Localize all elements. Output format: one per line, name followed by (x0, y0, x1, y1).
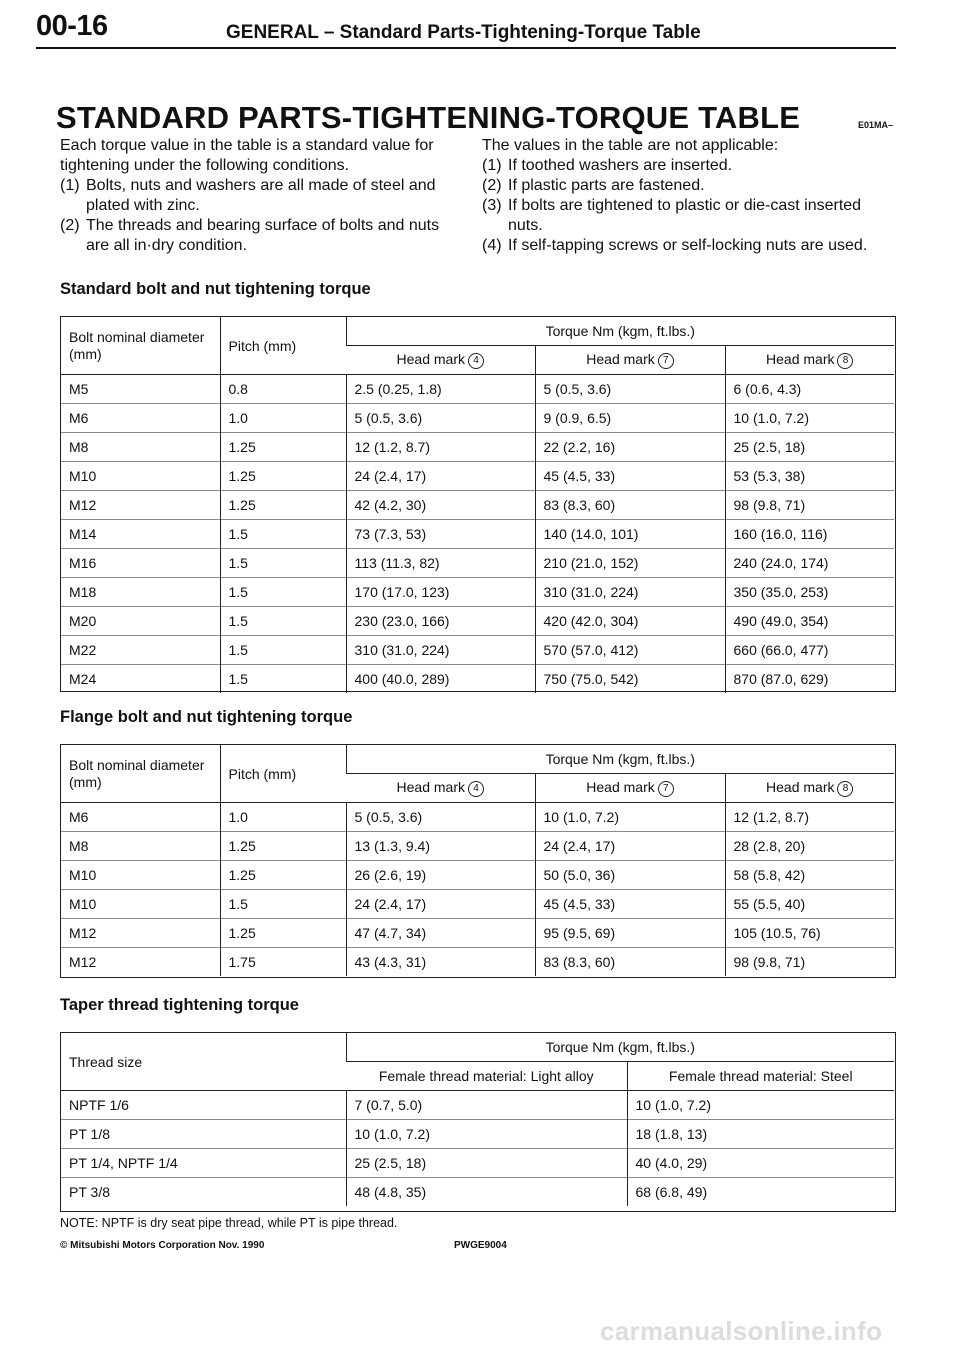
table-cell: M14 (61, 520, 220, 549)
table-cell: M12 (61, 919, 220, 948)
table-row (61, 890, 894, 919)
head-mark-circle-icon: 8 (837, 781, 853, 797)
list-text: If bolts are tightened to plastic or die-cast inserted nuts. (508, 197, 862, 234)
table-row (61, 578, 894, 607)
intro-right-list (482, 156, 882, 256)
table-row (61, 462, 894, 491)
list-text: If toothed washers are inserted. (508, 157, 733, 174)
intro-right (482, 136, 882, 256)
head-mark-circle-icon: 7 (658, 353, 674, 369)
table-cell: 5 (0.5, 3.6) (346, 803, 535, 832)
section-heading-standard: Standard bolt and nut tightening torque (60, 280, 371, 298)
table-cell: 1.5 (220, 549, 346, 578)
table-cell: M8 (61, 433, 220, 462)
table-cell: 13 (1.3, 9.4) (346, 832, 535, 861)
table-cell: 43 (4.3, 31) (346, 948, 535, 977)
page-number: 00-16 (36, 10, 108, 42)
table-cell: 83 (8.3, 60) (535, 491, 725, 520)
table-row (61, 1149, 894, 1178)
col-header-diameter: Bolt nominal diameter (mm) (69, 328, 205, 362)
table-cell: M12 (61, 948, 220, 977)
table-row (61, 832, 894, 861)
intro-left-list (60, 176, 460, 256)
table-cell: 1.0 (220, 803, 346, 832)
table-cell: 1.5 (220, 578, 346, 607)
table-row (61, 549, 894, 578)
table-cell: M6 (61, 404, 220, 433)
table-row (61, 520, 894, 549)
table-cell: 48 (4.8, 35) (346, 1178, 627, 1207)
table-cell: 310 (31.0, 224) (346, 636, 535, 665)
table-cell: 310 (31.0, 224) (535, 578, 725, 607)
table-cell: 240 (24.0, 174) (725, 549, 894, 578)
table-cell: 95 (9.5, 69) (535, 919, 725, 948)
table-cell: 24 (2.4, 17) (346, 890, 535, 919)
table-row (61, 861, 894, 890)
table-cell: 1.25 (220, 462, 346, 491)
list-number: (2) (482, 177, 502, 194)
table-cell: M20 (61, 607, 220, 636)
head-mark-circle-icon: 4 (468, 353, 484, 369)
table-cell: 350 (35.0, 253) (725, 578, 894, 607)
list-number: (4) (482, 237, 502, 254)
col-header-torque: Torque Nm (kgm, ft.lbs.) (346, 1033, 894, 1062)
table-cell: 230 (23.0, 166) (346, 607, 535, 636)
col-header-thread-size: Thread size (69, 1053, 143, 1070)
head-mark-label: Head mark (396, 779, 465, 796)
table-cell: 12 (1.2, 8.7) (725, 803, 894, 832)
table-cell: 10 (1.0, 7.2) (535, 803, 725, 832)
table-cell: 25 (2.5, 18) (725, 433, 894, 462)
table-cell: 24 (2.4, 17) (535, 832, 725, 861)
intro-left-paragraph: Each torque value in the table is a standard value for tightening under the following conditions. (60, 137, 434, 174)
list-number: (1) (60, 177, 80, 194)
list-number: (2) (60, 217, 80, 234)
table-cell: 40 (4.0, 29) (627, 1149, 894, 1178)
table-row (61, 1091, 894, 1120)
table-cell: 1.5 (220, 665, 346, 694)
header-title: GENERAL – Standard Parts-Tightening-Torque Table (226, 22, 701, 43)
table-cell: 1.25 (220, 832, 346, 861)
table-cell: M10 (61, 861, 220, 890)
table-cell: 73 (7.3, 53) (346, 520, 535, 549)
table-cell: 28 (2.8, 20) (725, 832, 894, 861)
table-cell: 47 (4.7, 34) (346, 919, 535, 948)
list-item (482, 196, 882, 236)
col-header-head-mark-8 (725, 346, 894, 375)
table-cell: 10 (1.0, 7.2) (627, 1091, 894, 1120)
list-text: If plastic parts are fastened. (508, 177, 705, 194)
table-cell: 1.5 (220, 890, 346, 919)
table-cell: 0.8 (220, 375, 346, 404)
head-mark-label: Head mark (586, 351, 655, 368)
col-header-head-mark-8 (725, 774, 894, 803)
table-cell: 6 (0.6, 4.3) (725, 375, 894, 404)
table-cell: 55 (5.5, 40) (725, 890, 894, 919)
table-cell: 105 (10.5, 76) (725, 919, 894, 948)
table-cell: NPTF 1/6 (69, 1097, 129, 1113)
header-rule (36, 47, 896, 49)
list-number: (3) (482, 197, 502, 214)
table-cell: 160 (16.0, 116) (725, 520, 894, 549)
flange-bolt-table-body (61, 803, 894, 977)
intro-left (60, 136, 460, 256)
table-cell: 68 (6.8, 49) (627, 1178, 894, 1207)
table-cell: 42 (4.2, 30) (346, 491, 535, 520)
standard-bolt-table (61, 317, 894, 693)
col-header-head-mark-4 (346, 774, 535, 803)
head-mark-label: Head mark (766, 779, 835, 796)
list-text: If self-tapping screws or self-locking nuts are used. (508, 237, 868, 254)
table-cell: 1.25 (220, 433, 346, 462)
table-row (61, 404, 894, 433)
table-row (61, 636, 894, 665)
table-cell: 98 (9.8, 71) (725, 491, 894, 520)
table-cell: 1.0 (220, 404, 346, 433)
col-header-pitch: Pitch (mm) (220, 317, 346, 375)
col-header-torque: Torque Nm (kgm, ft.lbs.) (346, 745, 894, 774)
table-header-row (61, 745, 894, 774)
table-cell: M10 (61, 462, 220, 491)
table-cell: 7 (0.7, 5.0) (346, 1091, 627, 1120)
section-heading-flange: Flange bolt and nut tightening torque (60, 708, 353, 726)
table-cell: 10 (1.0, 7.2) (725, 404, 894, 433)
watermark: carmanualsonline.info (600, 1316, 883, 1346)
list-item (60, 216, 460, 256)
table-cell: 490 (49.0, 354) (725, 607, 894, 636)
standard-bolt-table-body (61, 375, 894, 694)
table-cell: 83 (8.3, 60) (535, 948, 725, 977)
list-text: The threads and bearing surface of bolts and nuts are all in·dry condition. (86, 217, 440, 254)
table-cell: M18 (61, 578, 220, 607)
section-heading-taper: Taper thread tightening torque (60, 996, 299, 1014)
table-cell: 18 (1.8, 13) (627, 1120, 894, 1149)
list-item (60, 176, 460, 216)
table-cell: 5 (0.5, 3.6) (535, 375, 725, 404)
table-cell: 24 (2.4, 17) (346, 462, 535, 491)
table-cell: 400 (40.0, 289) (346, 665, 535, 694)
table-cell: 1.5 (220, 607, 346, 636)
col-header-torque: Torque Nm (kgm, ft.lbs.) (346, 317, 894, 346)
table-cell: 58 (5.8, 42) (725, 861, 894, 890)
taper-thread-table (61, 1033, 894, 1206)
table-cell: 570 (57.0, 412) (535, 636, 725, 665)
note-text: NOTE: NPTF is dry seat pipe thread, while PT is pipe thread. (60, 1216, 398, 1230)
head-mark-circle-icon: 4 (468, 781, 484, 797)
table-row (61, 919, 894, 948)
footer-code: PWGE9004 (454, 1240, 507, 1251)
table-cell: 870 (87.0, 629) (725, 665, 894, 694)
table-row (61, 665, 894, 694)
table-cell: 2.5 (0.25, 1.8) (346, 375, 535, 404)
standard-bolt-table-frame (60, 316, 896, 692)
table-row (61, 948, 894, 977)
table-header-row (61, 317, 894, 346)
table-row (61, 1120, 894, 1149)
table-cell: M6 (69, 809, 89, 825)
head-mark-label: Head mark (766, 351, 835, 368)
table-cell: 1.5 (220, 520, 346, 549)
list-item (482, 176, 882, 196)
table-cell: PT 3/8 (61, 1178, 346, 1207)
table-cell: PT 1/4, NPTF 1/4 (61, 1149, 346, 1178)
col-header-head-mark-4 (346, 346, 535, 375)
flange-bolt-table (61, 745, 894, 976)
table-cell: 113 (11.3, 82) (346, 549, 535, 578)
copyright: © Mitsubishi Motors Corporation Nov. 1990 (60, 1240, 265, 1251)
table-row (61, 491, 894, 520)
head-mark-circle-icon: 8 (837, 353, 853, 369)
table-cell: 45 (4.5, 33) (535, 890, 725, 919)
list-item (482, 236, 882, 256)
table-cell: 140 (14.0, 101) (535, 520, 725, 549)
col-header-light-alloy: Female thread material: Light alloy (346, 1062, 627, 1091)
table-cell: 5 (0.5, 3.6) (346, 404, 535, 433)
table-row (61, 433, 894, 462)
col-header-steel: Female thread material: Steel (627, 1062, 894, 1091)
table-cell: 9 (0.9, 6.5) (535, 404, 725, 433)
table-cell: M22 (61, 636, 220, 665)
table-row (61, 607, 894, 636)
intro-right-paragraph: The values in the table are not applicable: (482, 137, 779, 154)
table-cell: 98 (9.8, 71) (725, 948, 894, 977)
table-cell: M8 (61, 832, 220, 861)
table-cell: 10 (1.0, 7.2) (346, 1120, 627, 1149)
table-cell: M12 (61, 491, 220, 520)
col-header-head-mark-7 (535, 774, 725, 803)
col-header-pitch: Pitch (mm) (220, 745, 346, 803)
col-header-head-mark-7 (535, 346, 725, 375)
section-code: E01MA– (858, 120, 894, 130)
table-cell: 1.5 (220, 636, 346, 665)
table-cell: M10 (61, 890, 220, 919)
taper-thread-table-frame (60, 1032, 896, 1212)
table-row (61, 1178, 894, 1207)
table-cell: 25 (2.5, 18) (346, 1149, 627, 1178)
list-text: Bolts, nuts and washers are all made of steel and plated with zinc. (86, 177, 436, 214)
taper-thread-table-body (61, 1091, 894, 1207)
table-cell: 1.25 (220, 861, 346, 890)
table-cell: 50 (5.0, 36) (535, 861, 725, 890)
table-cell: M24 (61, 665, 220, 694)
list-item (482, 156, 882, 176)
table-row (61, 803, 894, 832)
flange-bolt-table-frame (60, 744, 896, 978)
table-cell: 53 (5.3, 38) (725, 462, 894, 491)
col-header-diameter: Bolt nominal diameter (mm) (69, 756, 205, 790)
table-cell: M5 (69, 381, 89, 397)
table-cell: M16 (61, 549, 220, 578)
table-cell: 420 (42.0, 304) (535, 607, 725, 636)
table-cell: 12 (1.2, 8.7) (346, 433, 535, 462)
table-cell: PT 1/8 (61, 1120, 346, 1149)
table-cell: 660 (66.0, 477) (725, 636, 894, 665)
table-cell: 1.25 (220, 491, 346, 520)
table-cell: 22 (2.2, 16) (535, 433, 725, 462)
head-mark-circle-icon: 7 (658, 781, 674, 797)
table-cell: 26 (2.6, 19) (346, 861, 535, 890)
head-mark-label: Head mark (396, 351, 465, 368)
table-row (61, 375, 894, 404)
table-cell: 45 (4.5, 33) (535, 462, 725, 491)
table-cell: 1.75 (220, 948, 346, 977)
table-cell: 750 (75.0, 542) (535, 665, 725, 694)
page-title: STANDARD PARTS-TIGHTENING-TORQUE TABLE (56, 100, 801, 135)
head-mark-label: Head mark (586, 779, 655, 796)
table-cell: 1.25 (220, 919, 346, 948)
table-header-row (61, 1033, 894, 1062)
list-number: (1) (482, 157, 502, 174)
table-cell: 210 (21.0, 152) (535, 549, 725, 578)
table-cell: 170 (17.0, 123) (346, 578, 535, 607)
